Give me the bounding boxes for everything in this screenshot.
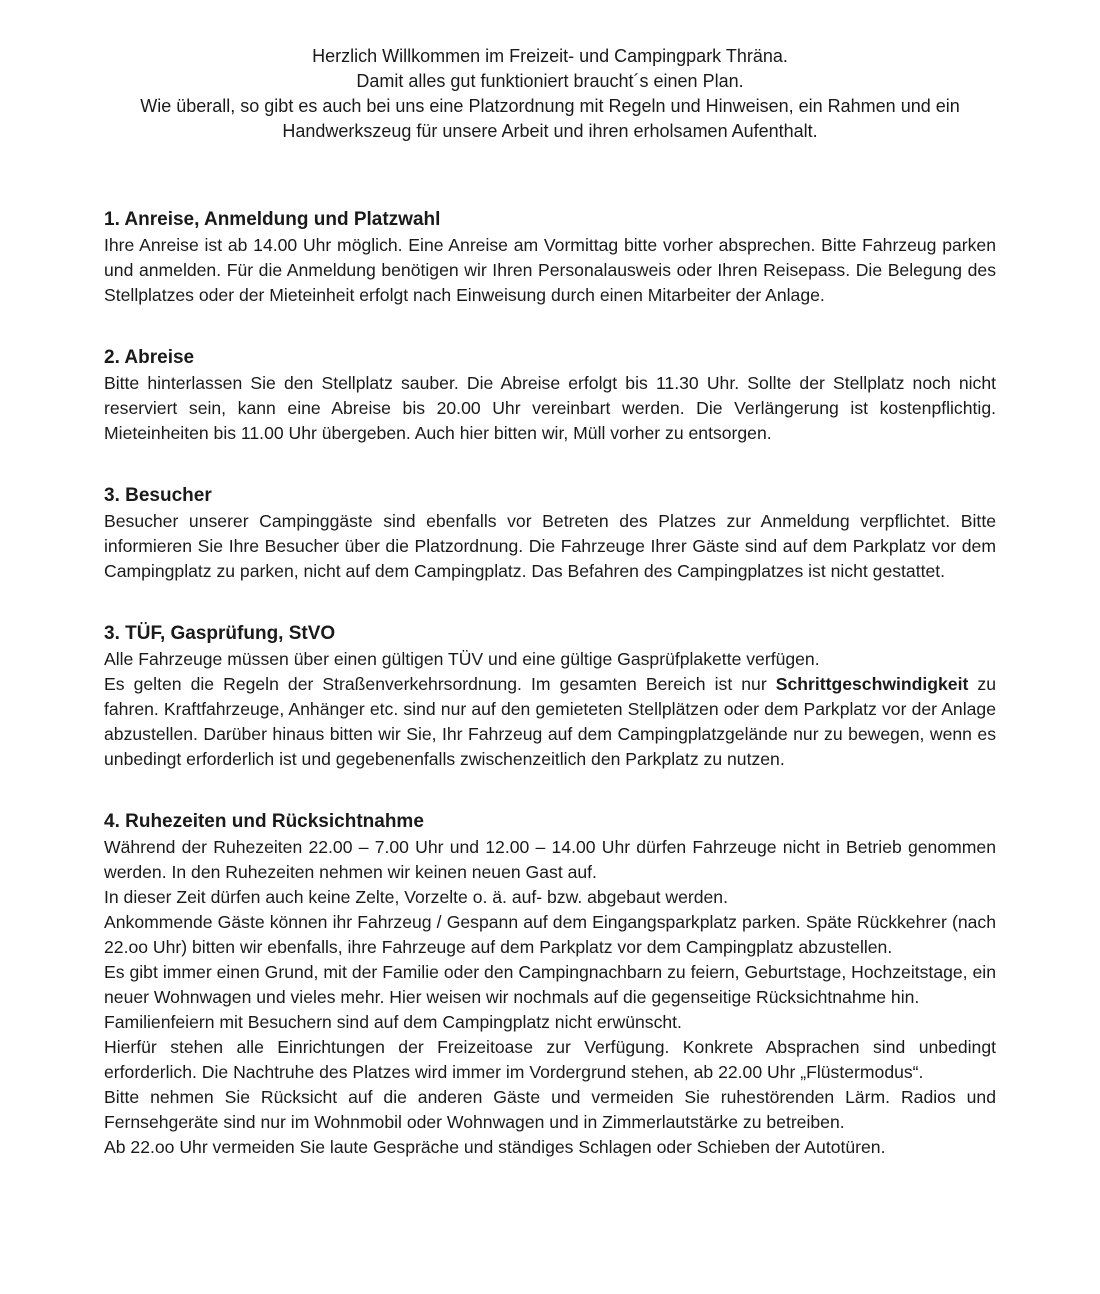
section-heading: 3. Besucher: [104, 485, 212, 506]
section-paragraph: Ab 22.oo Uhr vermeiden Sie laute Gespräche und ständiges Schlagen oder Schieben der Autotüren.: [104, 1137, 886, 1157]
section-paragraph: In dieser Zeit dürfen auch keine Zelte, Vorzelte o. ä. auf- bzw. abgebaut werden.: [104, 887, 728, 907]
section-arrival: [104, 207, 996, 308]
section-departure: [104, 345, 996, 446]
section-heading: 3. TÜF, Gasprüfung, StVO: [104, 623, 336, 644]
section-quiet-hours: [104, 809, 996, 1160]
intro-line-rules: Wie überall, so gibt es auch bei uns eine Platzordnung mit Regeln und Hinweisen, ein Rahmen und ein Handwerkszeug für unsere Arbeit und ihren erholsamen Aufenthalt.: [140, 96, 960, 141]
intro: [104, 44, 996, 144]
intro-line-welcome: Herzlich Willkommen im Freizeit- und Campingpark Thräna.: [312, 46, 788, 66]
section-paragraph: Bitte hinterlassen Sie den Stellplatz sauber. Die Abreise erfolgt bis 11.30 Uhr. Sollte der Stellplatz noch nicht reserviert sein, kann eine Abreise bis 20.00 Uhr vereinbart werden. Die Verlängerung ist kostenpflichtig. Mieteinheiten bis 11.00 Uhr übergeben. Auch hier bitten wir, Müll vorher zu entsorgen.: [104, 373, 996, 443]
speed-text-bold: Schrittgeschwindigkeit: [775, 674, 969, 694]
section-heading: 4. Ruhezeiten und Rücksichtnahme: [104, 811, 424, 832]
intro-line-plan: Damit alles gut funktioniert braucht´s einen Plan.: [356, 71, 744, 91]
section-heading: 1. Anreise, Anmeldung und Platzwahl: [104, 209, 441, 230]
section-paragraph: Alle Fahrzeuge müssen über einen gültigen TÜV und eine gültige Gasprüfplakette verfügen.: [104, 649, 820, 669]
section-paragraph: Besucher unserer Campinggäste sind ebenfalls vor Betreten des Platzes zur Anmeldung verpflichtet. Bitte informieren Sie Ihre Besucher über die Platzordnung. Die Fahrzeuge Ihrer Gäste sind auf dem Parkplatz vor dem Campingplatz zu parken, nicht auf dem Campingplatz. Das Befahren des Campingplatzes ist nicht gestattet.: [104, 511, 996, 581]
section-paragraph-speed: [104, 672, 996, 772]
section-paragraph: Bitte nehmen Sie Rücksicht auf die anderen Gäste und vermeiden Sie ruhestörenden Lärm. Radios und Fernsehgeräte sind nur im Wohnmobil oder Wohnwagen und in Zimmerlautstärke zu betreiben.: [104, 1087, 996, 1132]
section-vehicles: [104, 621, 996, 772]
document-page: [104, 44, 996, 1160]
section-paragraph: Es gibt immer einen Grund, mit der Familie oder den Campingnachbarn zu feiern, Geburtstage, Hochzeitstage, ein neuer Wohnwagen und vieles mehr. Hier weisen wir nochmals auf die gegenseitige Rücksichtnahme hin.: [104, 962, 996, 1007]
section-paragraph: Während der Ruhezeiten 22.00 – 7.00 Uhr und 12.00 – 14.00 Uhr dürfen Fahrzeuge nicht in Betrieb genommen werden. In den Ruhezeiten nehmen wir keinen neuen Gast auf.: [104, 837, 996, 882]
section-paragraph: Ihre Anreise ist ab 14.00 Uhr möglich. Eine Anreise am Vormittag bitte vorher absprechen. Bitte Fahrzeug parken und anmelden. Für die Anmeldung benötigen wir Ihren Personalausweis oder Ihren Reisepass. Die Belegung des Stellplatzes oder der Mieteinheit erfolgt nach Einweisung durch einen Mitarbeiter der Anlage.: [104, 235, 996, 305]
section-paragraph: Ankommende Gäste können ihr Fahrzeug / Gespann auf dem Eingangsparkplatz parken. Späte Rückkehrer (nach 22.oo Uhr) bitten wir ebenfalls, ihre Fahrzeuge auf dem Parkplatz vor dem Campingplatz abzustellen.: [104, 912, 996, 957]
section-visitors: [104, 483, 996, 584]
speed-text-after: zu fahren. Kraftfahrzeuge, Anhänger etc. sind nur auf den gemieteten Stellplätzen oder dem Parkplatz vor der Anlage abzustellen. Darüber hinaus bitten wir Sie, Ihr Fahrzeug auf dem Campingplatzgelände nur zu bewegen, wenn es unbedingt erforderlich ist und gegebenenfalls zwischenzeitlich den Parkplatz zu nutzen.: [104, 674, 996, 769]
section-paragraph: Hierfür stehen alle Einrichtungen der Freizeitoase zur Verfügung. Konkrete Absprachen sind unbedingt erforderlich. Die Nachtruhe des Platzes wird immer im Vordergrund stehen, ab 22.00 Uhr „Flüstermodus“.: [104, 1037, 996, 1082]
speed-text-before: Es gelten die Regeln der Straßenverkehrsordnung. Im gesamten Bereich ist nur: [104, 674, 776, 694]
section-heading: 2. Abreise: [104, 347, 195, 368]
section-paragraph: Familienfeiern mit Besuchern sind auf dem Campingplatz nicht erwünscht.: [104, 1012, 682, 1032]
